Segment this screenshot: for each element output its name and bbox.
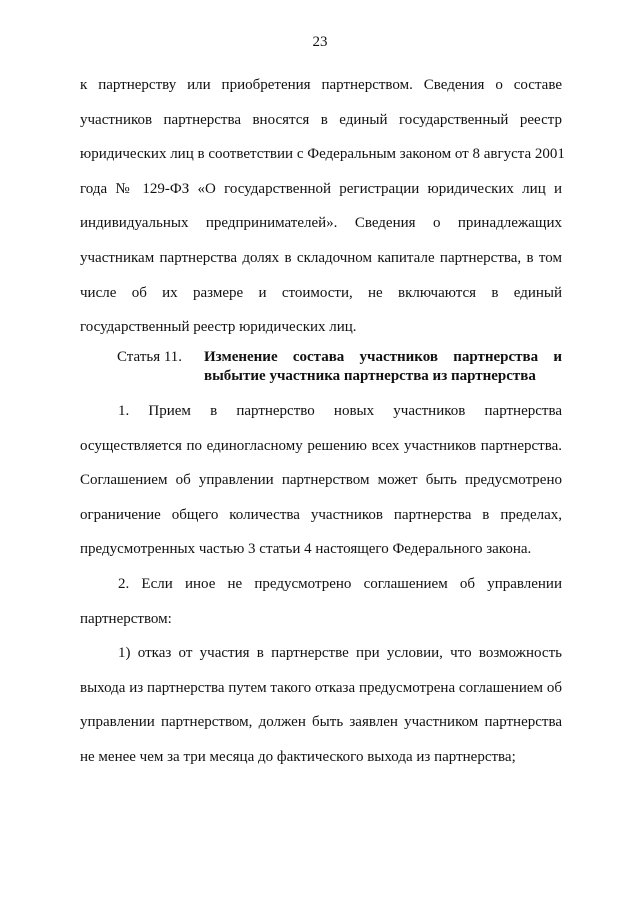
text-line: 1) отказ от участия в партнерстве при условии, что возможность [118, 645, 562, 661]
paragraph-1 [80, 394, 562, 567]
text-line: ограничение общего количества участников партнерства в пределах, [80, 506, 562, 523]
text-line: года № 129-ФЗ «О государственной регистрации юридических лиц и [80, 180, 562, 197]
article-title [204, 348, 562, 386]
text-line: участников партнерства вносятся в единый государственный реестр [80, 111, 562, 128]
text-line: к партнерству или приобретения партнерством. Сведения о составе [80, 77, 562, 93]
paragraph-continuation [80, 68, 565, 345]
text-line: партнерством: [80, 610, 172, 627]
text-line: 2. Если иное не предусмотрено соглашением об управлении [118, 576, 562, 592]
text-line: индивидуальных предпринимателей». Сведения о принадлежащих [80, 215, 562, 232]
text-line: выхода из партнерства путем такого отказа предусмотрена соглашением об [80, 679, 562, 696]
page-number: 23 [312, 34, 328, 50]
text-line: Соглашением об управлении партнерством может быть предусмотрено [80, 472, 562, 489]
text-line: государственный реестр юридических лиц. [80, 319, 357, 336]
text-line: 1. Прием в партнерство новых участников партнерства [118, 403, 562, 419]
text-line: юридических лиц в соответствии с Федеральным законом от 8 августа 2001 [80, 146, 565, 163]
article-label: Статья 11. [117, 349, 183, 365]
item-1 [80, 636, 562, 774]
text-line: участникам партнерства долях в складочном капитале партнерства, в том [80, 249, 562, 266]
article-title-line: выбытие участника партнерства из партнерства [204, 368, 536, 384]
text-line: осуществляется по единогласному решению всех участников партнерства. [80, 437, 562, 454]
text-line: управлении партнерством, должен быть заявлен участником партнерства [80, 714, 562, 731]
article-title-line: Изменение состава участников партнерства и [204, 349, 562, 365]
text-line: не менее чем за три месяца до фактического выхода из партнерства; [80, 748, 516, 765]
text-line: числе об их размере и стоимости, не включаются в единый [80, 284, 562, 301]
paragraph-2 [80, 567, 562, 636]
text-line: предусмотренных частью 3 статьи 4 настоящего Федерального закона. [80, 541, 532, 558]
